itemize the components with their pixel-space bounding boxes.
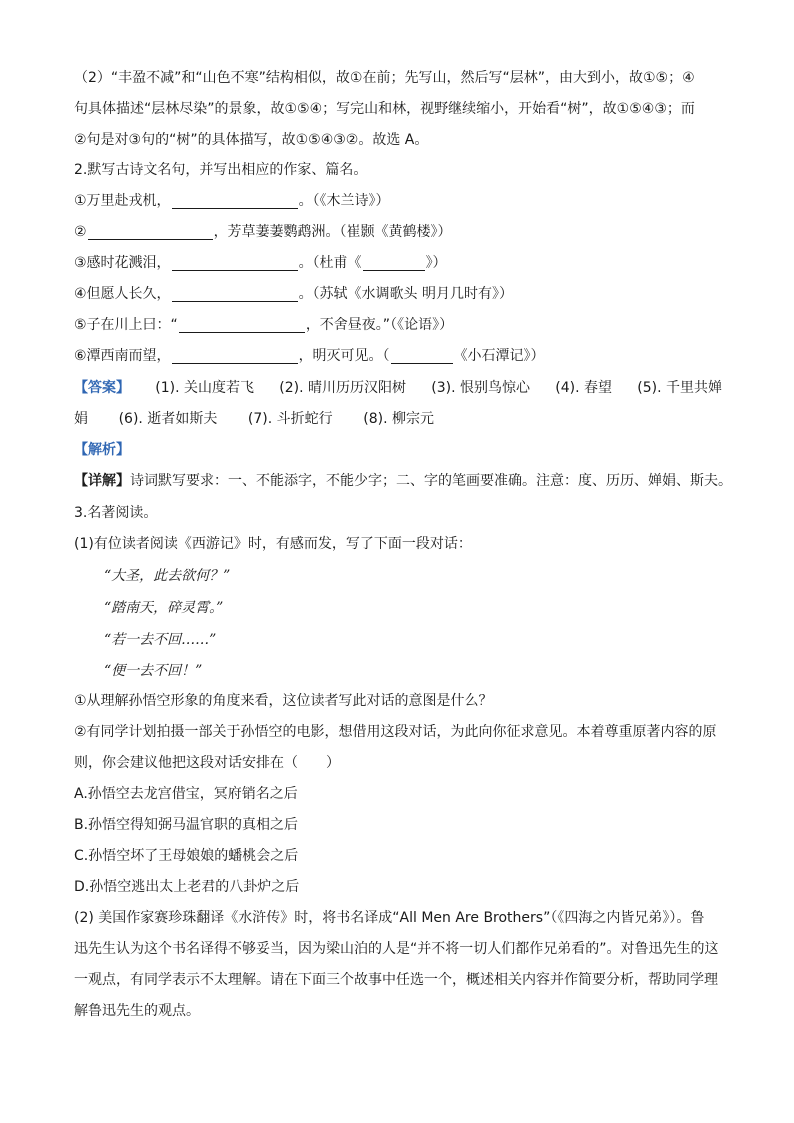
q3-question-a: ①从理解孙悟空形象的角度来看，这位读者写此对话的意图是什么？ <box>74 693 493 709</box>
q2-item-3 <box>74 253 722 273</box>
dialogue-line-3: “若一去不回……” <box>104 632 217 648</box>
answer-item: (5). 千里共婵 <box>637 380 722 396</box>
answer-blank[interactable] <box>363 255 425 271</box>
answer-blank[interactable] <box>172 193 298 209</box>
answer-blank[interactable] <box>391 348 453 364</box>
q3-sub2-line-4: 解鲁迅先生的观点。 <box>74 1003 200 1019</box>
option-a[interactable]: A.孙悟空去龙宫借宝，冥府销名之后 <box>74 786 298 802</box>
item-text: ⑤子在川上曰：“ <box>74 317 178 333</box>
q2-item-2 <box>74 222 722 242</box>
answer-blank[interactable] <box>172 255 298 271</box>
q2-title: 2.默写古诗文名句，并写出相应的作家、篇名。 <box>74 162 368 178</box>
answer-item: (2). 晴川历历汉阳树 <box>279 380 406 396</box>
answer-item: 娟 <box>74 411 88 427</box>
item-text: 。（杜甫《 <box>298 255 362 271</box>
q2-item-4 <box>74 284 722 304</box>
detail-tag: 【详解】 <box>74 473 130 489</box>
answer-blank[interactable] <box>88 224 213 240</box>
detail-row <box>74 471 732 491</box>
item-text: ，明灭可见。（ <box>298 348 390 364</box>
answer-row-2 <box>74 409 434 429</box>
answer-item: (3). 恨别鸟惊心 <box>431 380 530 396</box>
answer-item: (4). 春望 <box>555 380 612 396</box>
answer-item: (7). 斗折蛇行 <box>247 411 333 427</box>
q3-sub1-intro: (1)有位读者阅读《西游记》时，有感而发，写了下面一段对话： <box>74 536 472 552</box>
q3-title: 3.名著阅读。 <box>74 505 158 521</box>
item-text: ①万里赴戎机， <box>74 193 171 209</box>
item-text: ② <box>74 224 87 240</box>
dialogue-line-2: “踏南天，碎灵霄。” <box>104 600 224 616</box>
option-d[interactable]: D.孙悟空逃出太上老君的八卦炉之后 <box>74 879 300 895</box>
option-b[interactable]: B.孙悟空得知弼马温官职的真相之后 <box>74 817 299 833</box>
answer-blank[interactable] <box>172 348 298 364</box>
q3-sub2-line-2: 迅先生认为这个书名译得不够妥当，因为梁山泊的人是“并不将一切人们都作兄弟看的”。对鲁迅先生的这 <box>74 941 719 957</box>
analysis-row <box>74 440 722 460</box>
item-text: ③感时花溅泪， <box>74 255 171 271</box>
option-c[interactable]: C.孙悟空坏了王母娘娘的蟠桃会之后 <box>74 848 299 864</box>
q3-sub2-line-1: (2) 美国作家赛珍珠翻译《水浒传》时，将书名译成“All Men Are Brothers”（《四海之内皆兄弟》）。鲁 <box>74 910 705 926</box>
item-text: 《小石潭记》） <box>453 348 545 364</box>
q2-item-6 <box>74 346 722 366</box>
answer-row-1 <box>74 378 722 398</box>
answer-tag: 【答案】 <box>74 380 130 396</box>
item-text: 。（《木兰诗》） <box>298 193 390 209</box>
q2-item-1 <box>74 191 722 211</box>
answer-item: (1). 关山度若飞 <box>155 380 254 396</box>
explain-line-3: ②句是对③句的“树”的具体描写，故①⑤④③②。故选 A。 <box>74 132 429 148</box>
item-text: ⑥潭西南而望， <box>74 348 171 364</box>
answer-item: (8). 柳宗元 <box>363 411 434 427</box>
analysis-tag: 【解析】 <box>74 442 130 458</box>
answer-blank[interactable] <box>172 286 298 302</box>
answer-item: (6). 逝者如斯夫 <box>118 411 218 427</box>
answer-blank[interactable] <box>179 317 305 333</box>
dialogue-line-4: “便一去不回！” <box>104 663 203 679</box>
q3-question-b-2: 则，你会建议他把这段对话安排在（ ） <box>74 755 340 771</box>
q3-sub2-line-3: 一观点，有同学表示不太理解。请在下面三个故事中任选一个，概述相关内容并作简要分析，帮助同学理 <box>74 972 718 988</box>
q3-question-b-1: ②有同学计划拍摄一部关于孙悟空的电影，想借用这段对话，为此向你征求意见。本着尊重原著内容的原 <box>74 724 717 740</box>
item-text: ，不舍昼夜。”（《论语》） <box>305 317 454 333</box>
item-text: 》） <box>425 255 447 271</box>
q2-item-5 <box>74 315 722 335</box>
detail-text: 诗词默写要求：一、不能添字，不能少字；二、字的笔画要准确。注意：度、历历、婵娟、斯夫。 <box>130 473 732 489</box>
explain-line-1: （2）“丰盈不减”和“山色不寒”结构相似，故①在前；先写山，然后写“层林”，由大到小，故①⑤；④ <box>74 70 695 86</box>
item-text: ，芳草萋萋鹦鹉洲。（崔颢《黄鹤楼》） <box>213 224 452 240</box>
item-text: 。（苏轼《水调歌头 明月几时有》） <box>298 286 514 302</box>
explain-line-2: 句具体描述“层林尽染”的景象，故①⑤④；写完山和林，视野继续缩小，开始看“树”，故①⑤④③；而 <box>74 101 695 117</box>
dialogue-line-1: “大圣，此去欲何？” <box>104 568 231 584</box>
item-text: ④但愿人长久， <box>74 286 171 302</box>
